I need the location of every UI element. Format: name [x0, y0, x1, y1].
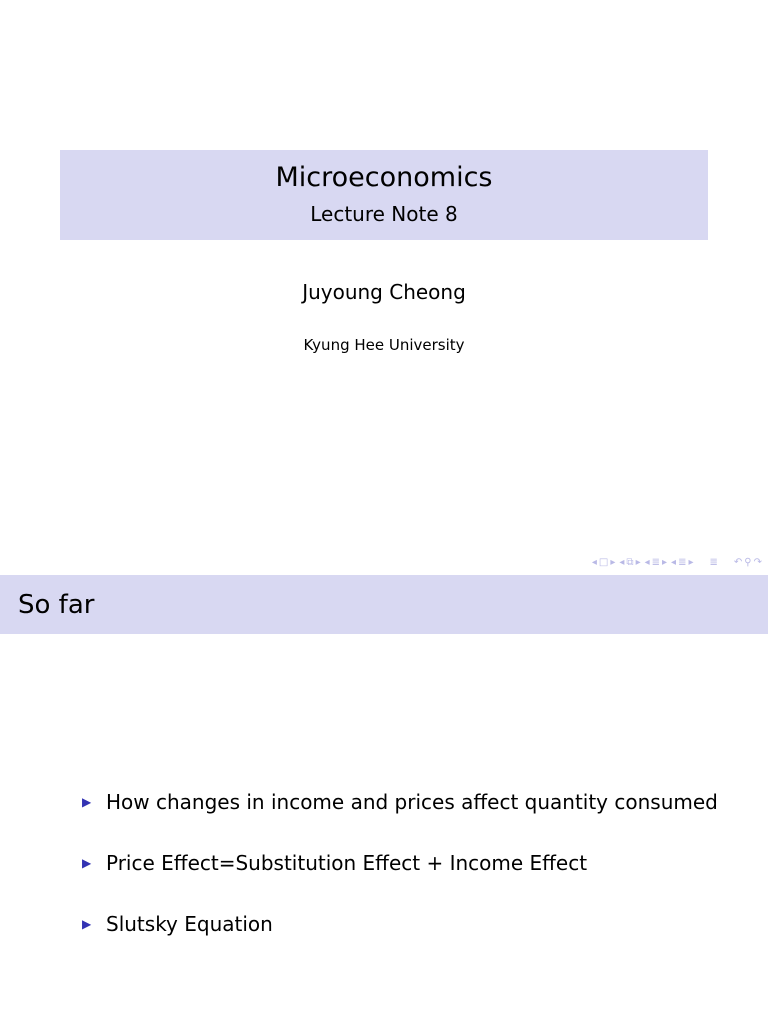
bullet-text: Price Effect=Substitution Effect + Income Effect [106, 851, 588, 875]
nav-slide-icon[interactable]: □ [598, 557, 609, 568]
list-item [82, 908, 718, 940]
nav-prev-subsection-icon[interactable]: ◂ [644, 557, 650, 568]
nav-next-slide-icon[interactable]: ▸ [610, 557, 616, 568]
beamer-navigation-bar [592, 556, 762, 570]
presentation-title: Microeconomics [275, 162, 493, 193]
author-name: Juyoung Cheong [302, 280, 466, 304]
nav-subsection-icon[interactable]: ≣ [651, 557, 661, 568]
bullet-list [82, 786, 718, 969]
bullet-text: Slutsky Equation [106, 912, 273, 936]
bullet-text: How changes in income and prices affect quantity consumed [106, 790, 718, 814]
nav-next-frame-icon[interactable]: ▸ [635, 557, 641, 568]
nav-frame-icon[interactable]: ⧉ [626, 557, 634, 568]
nav-slide-group [592, 556, 616, 570]
list-item [82, 786, 718, 818]
bullet-triangle-icon: ▶ [82, 856, 92, 870]
nav-prev-frame-icon[interactable]: ◂ [619, 557, 625, 568]
nav-prev-slide-icon[interactable]: ◂ [591, 557, 597, 568]
nav-subsection-group [645, 556, 667, 570]
nav-frame-group [619, 556, 640, 570]
nav-toc-icon[interactable]: ≣ [709, 557, 718, 568]
nav-forward-icon[interactable]: ↷ [753, 557, 762, 568]
list-item [82, 847, 718, 879]
bullet-triangle-icon: ▶ [82, 917, 92, 931]
nav-search-group [734, 556, 762, 570]
nav-next-section-icon[interactable]: ▸ [688, 557, 694, 568]
title-block [60, 150, 708, 240]
nav-back-icon[interactable]: ↶ [733, 557, 743, 568]
bullet-triangle-icon: ▶ [82, 795, 92, 809]
frame-title-bar [0, 575, 768, 634]
nav-section-icon[interactable]: ≣ [678, 557, 687, 568]
institute-name: Kyung Hee University [303, 336, 465, 354]
nav-section-group [671, 556, 693, 570]
nav-next-subsection-icon[interactable]: ▸ [662, 557, 668, 568]
frame-title: So far [18, 590, 95, 620]
so-far-slide [0, 575, 768, 1024]
presentation-subtitle: Lecture Note 8 [310, 202, 458, 226]
nav-search-icon[interactable]: ⚲ [744, 557, 752, 568]
nav-prev-section-icon[interactable]: ◂ [671, 557, 677, 568]
